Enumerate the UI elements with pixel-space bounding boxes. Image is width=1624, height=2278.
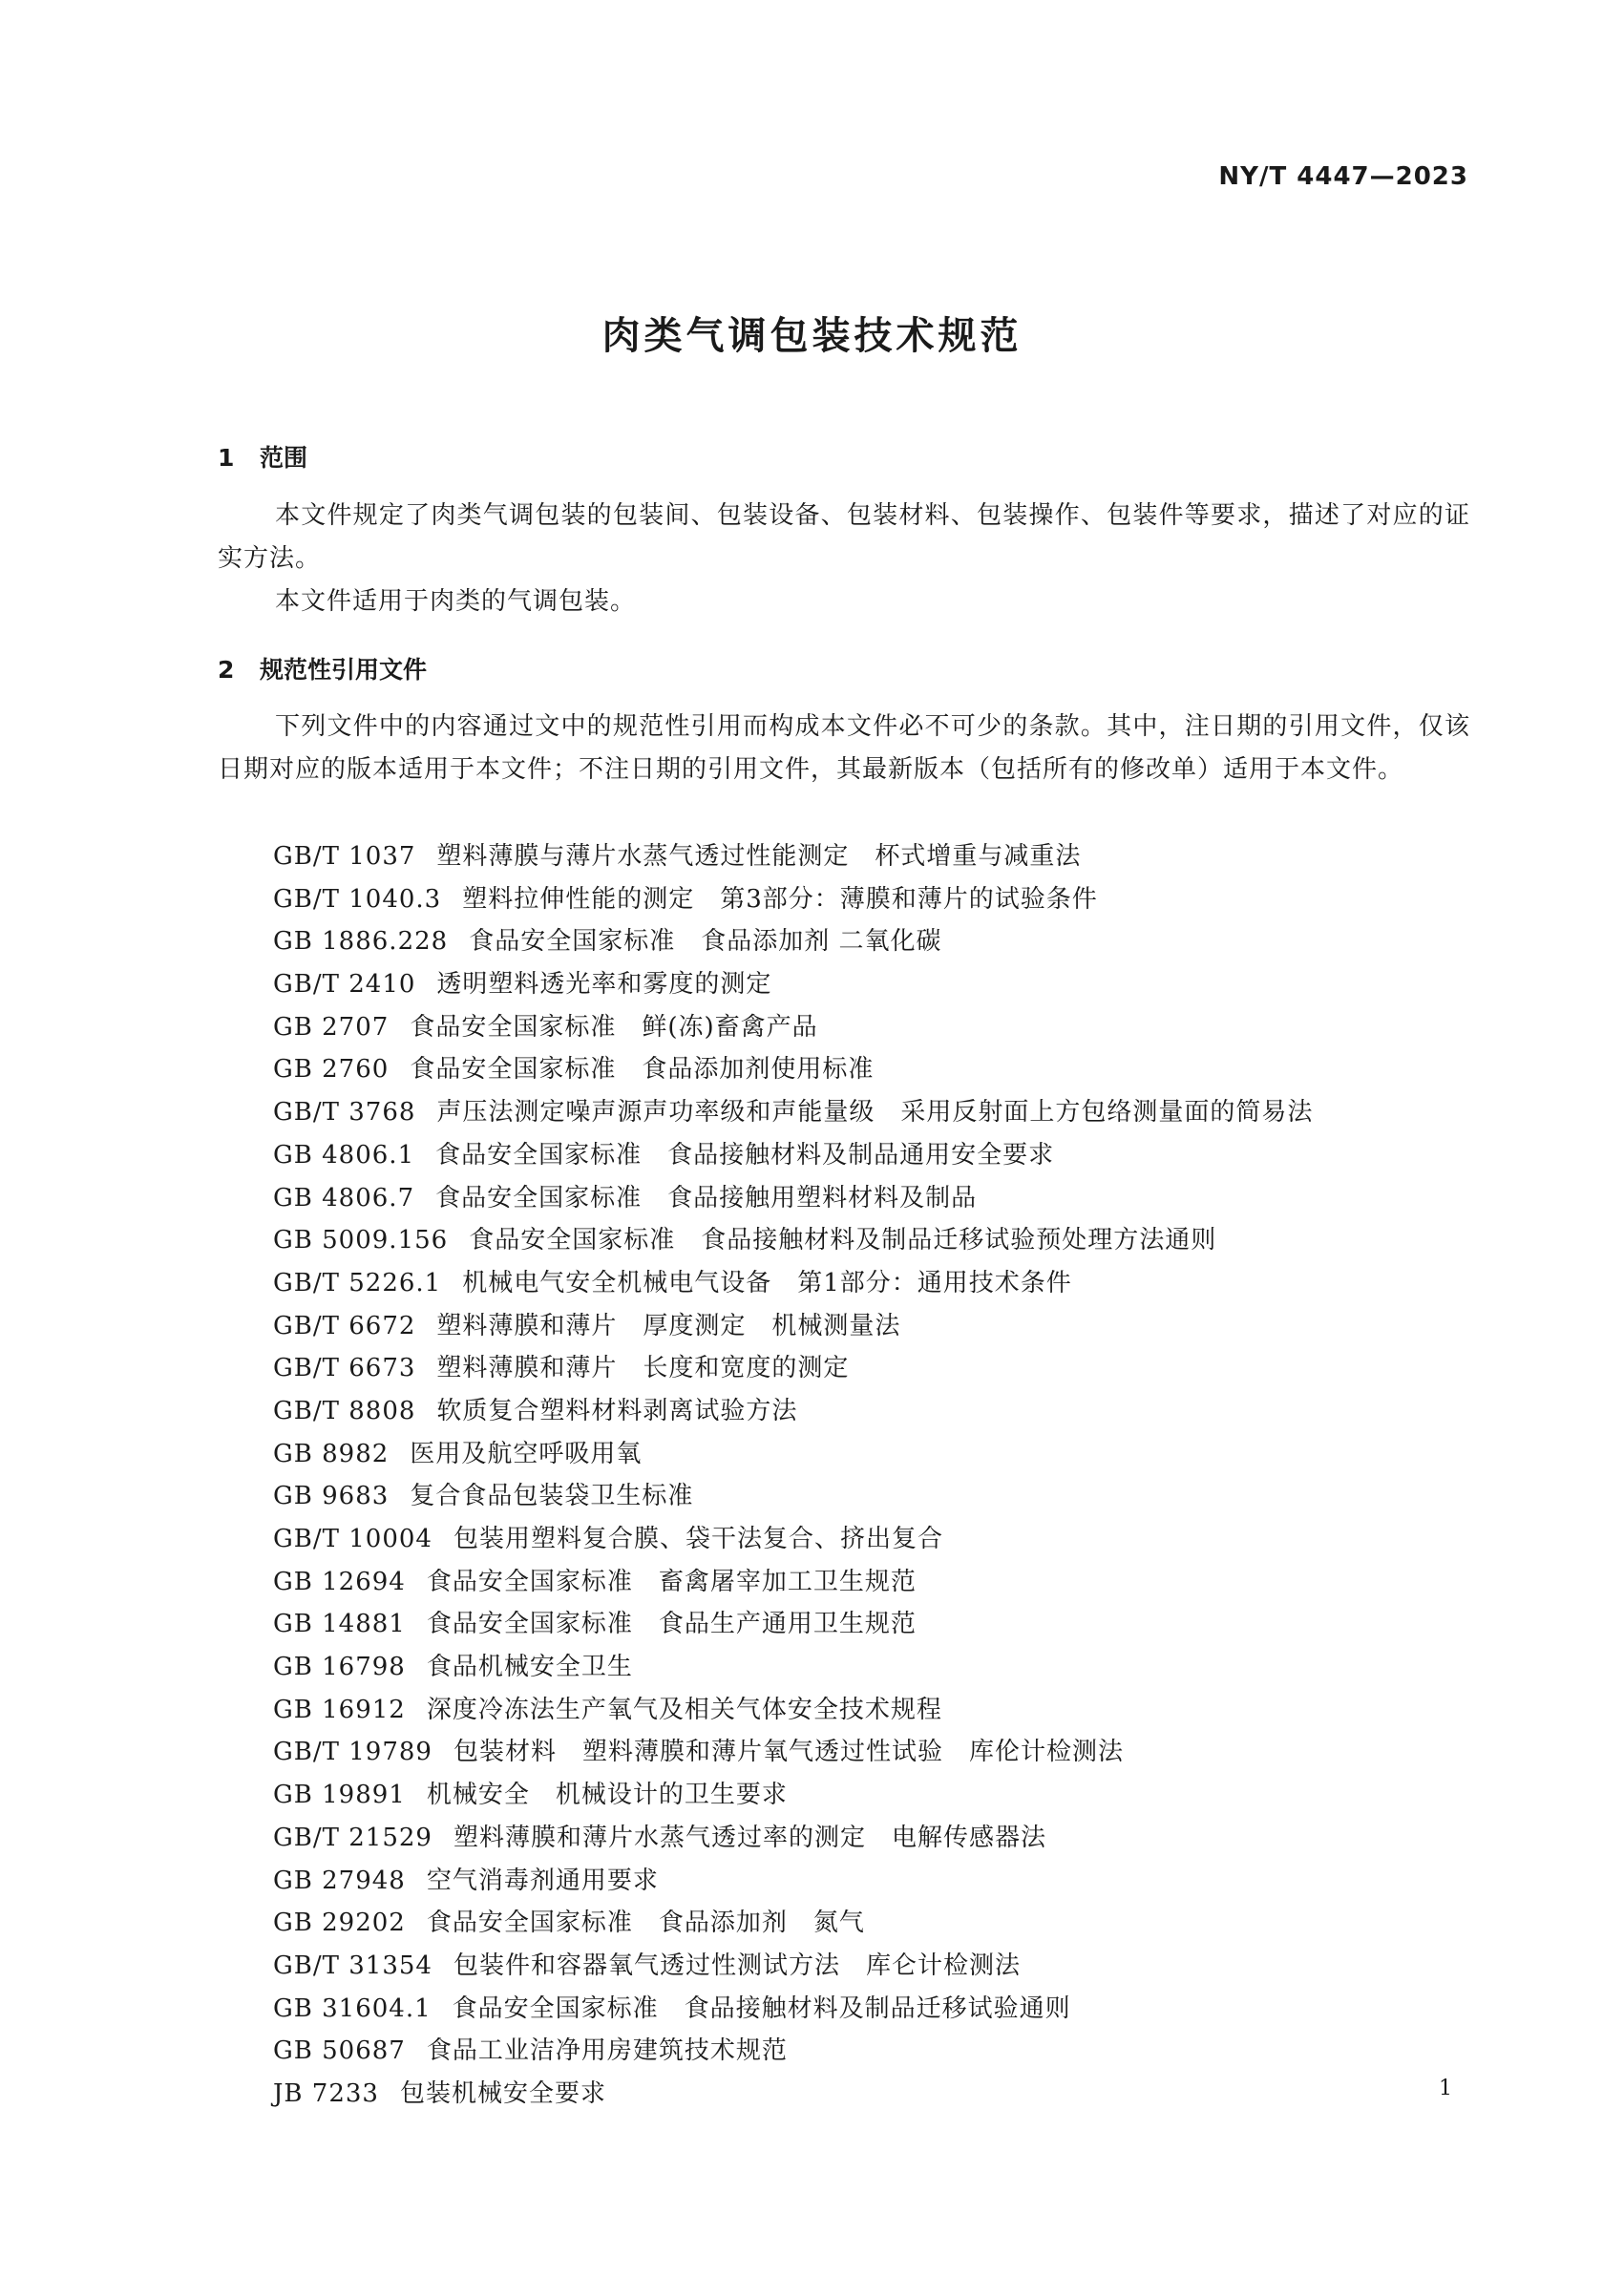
- reference-code: GB 50687: [273, 2036, 406, 2066]
- reference-code: GB/T 5226.1: [273, 1268, 442, 1297]
- reference-item: [273, 1945, 1313, 1988]
- reference-code: GB 12694: [273, 1567, 406, 1596]
- reference-item: [273, 2030, 1313, 2073]
- reference-title: 透明塑料透光率和雾度的测定: [436, 970, 772, 1000]
- reference-title: 食品安全国家标准 食品接触材料及制品迁移试验通则: [452, 1993, 1071, 2023]
- reference-item: [273, 1219, 1313, 1262]
- reference-title: 声压法测定噪声源声功率级和声能量级 采用反射面上方包络测量面的简易法: [436, 1098, 1314, 1128]
- section-number: 2: [218, 656, 235, 684]
- standard-code: NY/T 4447—2023: [1218, 162, 1468, 191]
- reference-title: 机械安全 机械设计的卫生要求: [426, 1781, 788, 1810]
- reference-code: GB/T 3768: [273, 1098, 416, 1128]
- reference-title: 食品安全国家标准 畜禽屠宰加工卫生规范: [426, 1567, 917, 1596]
- section-title: 规范性引用文件: [260, 656, 428, 684]
- reference-code: GB 8982: [273, 1439, 390, 1468]
- reference-item: [273, 1774, 1313, 1817]
- reference-title: 塑料薄膜和薄片水蒸气透过率的测定 电解传感器法: [453, 1823, 1046, 1852]
- page-number: 1: [1439, 2077, 1452, 2100]
- reference-code: GB 2707: [273, 1012, 390, 1042]
- reference-item: [273, 1817, 1313, 1860]
- reference-item: [273, 1475, 1313, 1518]
- reference-code: GB/T 6673: [273, 1354, 416, 1383]
- reference-code: GB/T 31354: [273, 1951, 432, 1980]
- reference-title: 包装材料 塑料薄膜和薄片氧气透过性试验 库伦计检测法: [453, 1738, 1124, 1767]
- reference-item: [273, 1262, 1313, 1305]
- reference-code: GB 9683: [273, 1482, 390, 1511]
- reference-item: [273, 1177, 1313, 1220]
- reference-item: [273, 1134, 1313, 1177]
- reference-code: GB 19891: [273, 1781, 406, 1810]
- reference-code: GB 4806.7: [273, 1183, 415, 1213]
- reference-item: [273, 1561, 1313, 1604]
- reference-item: [273, 963, 1313, 1006]
- reference-item: [273, 1603, 1313, 1646]
- paragraph: 本文件规定了肉类气调包装的包装间、包装设备、包装材料、包装操作、包装件等要求，描述了对应的证实方法。: [218, 501, 1470, 573]
- section-heading-normative-references: [218, 651, 427, 686]
- reference-code: GB 4806.1: [273, 1140, 415, 1170]
- reference-item: [273, 1988, 1313, 2031]
- reference-title: 食品安全国家标准 鲜(冻)畜禽产品: [410, 1012, 818, 1042]
- reference-item: [273, 1006, 1313, 1049]
- reference-code: GB 27948: [273, 1866, 406, 1895]
- reference-item: [273, 835, 1313, 878]
- reference-title: 食品工业洁净用房建筑技术规范: [426, 2036, 788, 2066]
- reference-title: 塑料薄膜和薄片 厚度测定 机械测量法: [436, 1311, 901, 1340]
- reference-item: [273, 1902, 1313, 1945]
- reference-title: 食品安全国家标准 食品添加剂使用标准: [410, 1055, 875, 1085]
- reference-item: [273, 1731, 1313, 1774]
- reference-code: JB 7233: [273, 2078, 379, 2108]
- reference-code: GB 2760: [273, 1055, 390, 1085]
- reference-item: [273, 1048, 1313, 1091]
- section-heading-scope: [218, 439, 307, 474]
- reference-item: [273, 1518, 1313, 1561]
- reference-item: [273, 1433, 1313, 1476]
- reference-list: [273, 835, 1313, 2116]
- reference-item: [273, 1860, 1313, 1903]
- section-title: 范围: [260, 444, 308, 472]
- reference-code: GB 31604.1: [273, 1993, 432, 2023]
- reference-title: 塑料薄膜与薄片水蒸气透过性能测定 杯式增重与减重法: [436, 842, 1082, 871]
- reference-code: GB/T 2410: [273, 970, 416, 1000]
- reference-title: 塑料薄膜和薄片 长度和宽度的测定: [436, 1354, 850, 1383]
- reference-code: GB/T 1040.3: [273, 884, 442, 914]
- reference-title: 软质复合塑料材料剥离试验方法: [436, 1396, 798, 1425]
- reference-item: [273, 920, 1313, 963]
- reference-code: GB 16798: [273, 1653, 406, 1682]
- reference-item: [273, 1689, 1313, 1732]
- reference-code: GB 5009.156: [273, 1226, 449, 1255]
- reference-title: 食品安全国家标准 食品添加剂 氮气: [426, 1909, 865, 1938]
- reference-title: 食品安全国家标准 食品接触用塑料材料及制品: [435, 1183, 978, 1213]
- reference-item: [273, 1347, 1313, 1390]
- reference-item: [273, 878, 1313, 921]
- reference-title: 塑料拉伸性能的测定 第3部分：薄膜和薄片的试验条件: [462, 884, 1098, 914]
- document-title: 肉类气调包装技术规范: [601, 314, 1023, 358]
- reference-title: 食品安全国家标准 食品接触材料及制品通用安全要求: [435, 1140, 1055, 1170]
- reference-code: GB 14881: [273, 1610, 406, 1639]
- reference-item: [273, 1305, 1313, 1348]
- reference-item: [273, 2073, 1313, 2116]
- reference-code: GB/T 8808: [273, 1396, 416, 1425]
- reference-title: 深度冷冻法生产氧气及相关气体安全技术规程: [426, 1695, 942, 1724]
- reference-title: 医用及航空呼吸用氧: [410, 1439, 643, 1468]
- reference-title: 包装用塑料复合膜、袋干法复合、挤出复合: [453, 1525, 943, 1553]
- reference-title: 食品机械安全卫生: [426, 1653, 633, 1682]
- paragraph: 下列文件中的内容通过文中的规范性引用而构成本文件必不可少的条款。其中，注日期的引用文件，仅该日期对应的版本适用于本文件；不注日期的引用文件，其最新版本（包括所有的修改单）适用于本文件。: [218, 712, 1470, 784]
- reference-code: GB/T 21529: [273, 1823, 432, 1852]
- reference-code: GB/T 1037: [273, 842, 416, 871]
- reference-code: GB/T 6672: [273, 1311, 416, 1340]
- reference-code: GB 1886.228: [273, 927, 449, 957]
- reference-title: 机械电气安全机械电气设备 第1部分：通用技术条件: [462, 1268, 1072, 1297]
- paragraph: 本文件适用于肉类的气调包装。: [275, 587, 637, 616]
- reference-code: GB 29202: [273, 1909, 406, 1938]
- reference-code: GB/T 19789: [273, 1738, 432, 1767]
- reference-code: GB/T 10004: [273, 1525, 432, 1553]
- reference-item: [273, 1646, 1313, 1689]
- reference-title: 食品安全国家标准 食品生产通用卫生规范: [426, 1610, 917, 1639]
- reference-title: 包装机械安全要求: [399, 2078, 606, 2108]
- reference-title: 空气消毒剂通用要求: [426, 1866, 659, 1895]
- reference-title: 包装件和容器氧气透过性测试方法 库仑计检测法: [453, 1951, 1021, 1980]
- reference-item: [273, 1390, 1313, 1433]
- reference-item: [273, 1091, 1313, 1134]
- reference-code: GB 16912: [273, 1695, 406, 1724]
- reference-title: 食品安全国家标准 食品添加剂 二氧化碳: [469, 927, 942, 957]
- reference-title: 食品安全国家标准 食品接触材料及制品迁移试验预处理方法通则: [469, 1226, 1217, 1255]
- reference-title: 复合食品包装袋卫生标准: [410, 1482, 694, 1511]
- section-number: 1: [218, 444, 235, 472]
